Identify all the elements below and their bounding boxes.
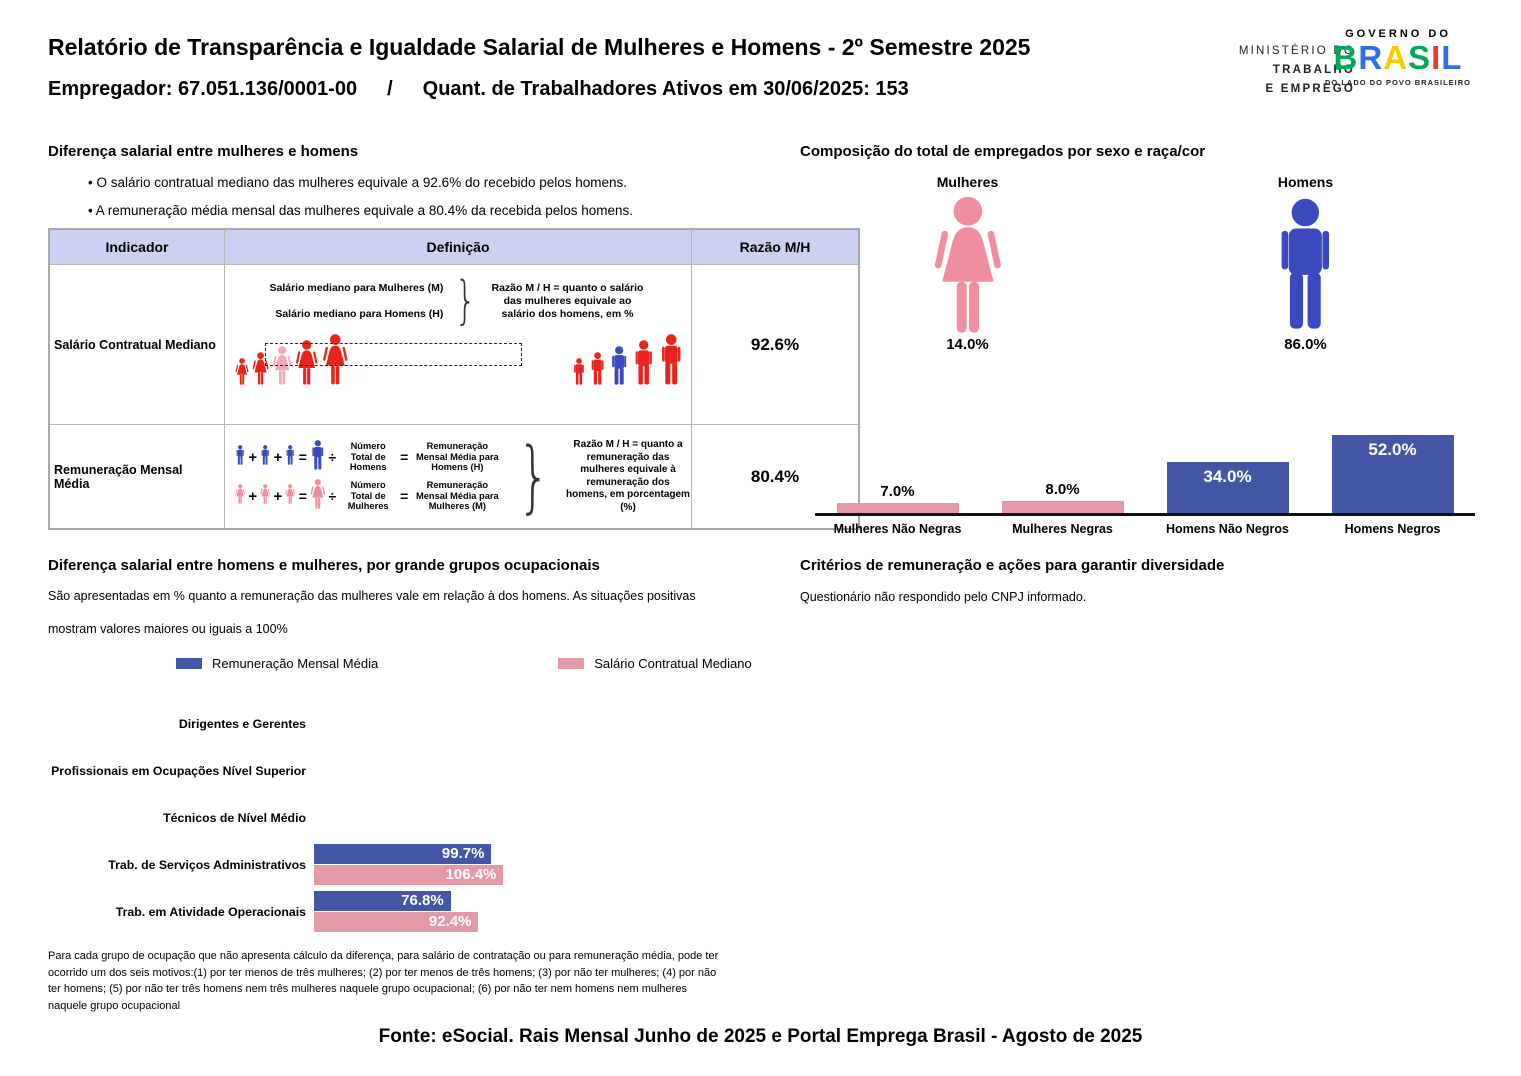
mean-formula (225, 425, 691, 528)
occupational-subtext-1: São apresentadas em % quanto a remuneração das mulheres vale em relação à dos homens. As situações positivas (48, 589, 696, 603)
category-label: Homens Negros (1344, 522, 1441, 536)
total-label: Número Total de Homens (349, 441, 387, 473)
brasil-letter: I (1431, 39, 1442, 76)
female-percentage: 14.0% (946, 336, 989, 353)
man-icon (235, 445, 245, 470)
employer-line (48, 78, 909, 101)
brasil-letter: B (1333, 39, 1359, 76)
page-title: Relatório de Transparência e Igualdade Salarial de Mulheres e Homens - 2º Semestre 2025 (48, 34, 1031, 60)
mean-ratio-note: Razão M / H = quanto a remuneração das mulheres equivale à remuneração dos homens, em porcentagem (%) (566, 439, 690, 513)
brasil-letter: S (1408, 39, 1432, 76)
median-formula-lines (270, 275, 444, 327)
men-equation-row (235, 440, 503, 475)
bar (1167, 462, 1289, 513)
median-dashed-box (265, 343, 522, 366)
occupation-row (48, 841, 608, 888)
bar-slot (1310, 435, 1475, 513)
total-label: Número Total de Mulheres (347, 480, 389, 512)
occupation-bars (314, 891, 608, 933)
man-icon (658, 334, 685, 390)
woman-icon (260, 484, 270, 509)
bar-slot (815, 483, 980, 514)
legend-label: Remuneração Mensal Média (212, 656, 379, 671)
man-icon (285, 445, 295, 470)
occupation-label: Trab. de Serviços Administrativos (108, 857, 306, 872)
median-formula (225, 271, 691, 331)
bar: 92.4% (314, 912, 478, 932)
footnote: Para cada grupo de ocupação que não apresenta cálculo da diferença, para salário de contratação ou para remuneração média, pode ter ocorrido um dos seis motivos:(1) por ter menos de três mulheres; (2) por ter menos de três homens; (3) por não ter mulheres; (4) por não ter homens; (5) por não ter três homens nem três mulheres naquele grupo ocupacional; (6) por não ter nem homens nem mulheres naquele grupo ocupacional (48, 950, 719, 1012)
table-row (49, 265, 859, 425)
brasil-letter: A (1383, 39, 1409, 76)
employer-id: Empregador: 67.051.136/0001-00 (48, 78, 358, 100)
category-label: Homens Não Negros (1166, 522, 1289, 536)
woman-icon (235, 484, 245, 509)
indicator-name: Salário Contratual Mediano (49, 265, 225, 425)
remuneration-label: Remuneração Mensal Média para Mulheres (M) (416, 480, 499, 512)
bar-value-label: 7.0% (880, 482, 915, 500)
woman-icon (235, 358, 249, 390)
occupation-row (48, 700, 608, 747)
equals-sign: = (400, 449, 409, 465)
woman-icon (285, 484, 295, 509)
man-icon (260, 445, 270, 470)
salary-diff-heading: Diferença salarial entre mulheres e homens (48, 143, 359, 160)
brasil-logo-word (1322, 40, 1474, 76)
plus-sign: + (248, 448, 258, 466)
gov-logo-top-text: GOVERNO DO (1345, 28, 1451, 40)
composition-category-labels (815, 522, 1475, 536)
active-workers: Quant. de Trabalhadores Ativos em 30/06/2025: 153 (422, 78, 909, 100)
brace-icon: } (455, 271, 477, 331)
source-footer: Fonte: eSocial. Rais Mensal Junho de 2025 e Portal Emprega Brasil - Agosto de 2025 (378, 1026, 1143, 1047)
woman-icon (310, 479, 326, 514)
salary-diff-bullet-1: • O salário contratual mediano das mulheres equivale a 92.6% do recebido pelos homens. (88, 175, 627, 190)
bar-value-label: 34.0% (1203, 467, 1252, 486)
composition-heading: Composição do total de empregados por sexo e raça/cor (800, 143, 1206, 160)
gov-logo-tagline: DO LADO DO POVO BRASILEIRO (1324, 78, 1471, 87)
equals-sign: = (298, 488, 307, 504)
chart-legend (176, 656, 752, 671)
brasil-letter: L (1441, 39, 1463, 76)
women-equation-row (235, 479, 503, 514)
men-icons-group (572, 334, 685, 390)
occupation-label: Dirigentes e Gerentes (178, 716, 306, 731)
occupational-subtext-2: mostram valores maiores ou iguais a 100% (48, 622, 288, 636)
ratio-value: 92.6% (692, 265, 860, 425)
occupational-heading: Diferença salarial entre homens e mulheres, por grande grupos ocupacionais (48, 557, 600, 574)
category-label: Mulheres Não Negras (833, 522, 962, 536)
definition-diagram-mean (225, 425, 692, 530)
occupation-row (48, 747, 608, 794)
plus-sign: + (248, 487, 258, 505)
man-icon (1238, 198, 1373, 330)
divide-sign: ÷ (328, 449, 337, 465)
ministry-line-3: E EMPREGO (1265, 83, 1355, 95)
occupational-bar-chart (48, 700, 608, 935)
median-ratio-note: Razão M / H = quanto o salário das mulheres equivale ao salário dos homens, em % (491, 281, 644, 320)
median-women-line: Salário mediano para Mulheres (M) (269, 282, 444, 294)
definition-diagram-median (225, 265, 692, 425)
man-icon (589, 352, 606, 390)
occupation-row (48, 888, 608, 935)
col-header-razao: Razão M/H (692, 229, 860, 265)
ministry-line-2: TRABALHO (1272, 64, 1355, 76)
criteria-heading: Critérios de remuneração e ações para garantir diversidade (800, 557, 1225, 574)
equals-sign: = (400, 488, 409, 504)
bar-value-label: 8.0% (1045, 481, 1080, 498)
woman-icon (900, 196, 1035, 334)
chart-baseline (815, 513, 1475, 516)
bar: 99.7% (314, 844, 491, 864)
brasil-letter: R (1358, 39, 1384, 76)
mean-equations (235, 436, 503, 518)
category-label: Mulheres Negras (1012, 522, 1113, 536)
divide-sign: ÷ (328, 488, 337, 504)
col-header-indicador: Indicador (49, 229, 225, 265)
ratio-value: 80.4% (692, 425, 860, 530)
composition-bars (815, 418, 1475, 513)
criteria-text: Questionário não respondido pelo CNPJ informado. (800, 590, 1087, 604)
median-men-line: Salário mediano para Homens (H) (275, 308, 444, 320)
bar-slot (1145, 462, 1310, 513)
man-icon (572, 358, 586, 390)
table-header-row (49, 229, 859, 265)
governo-do-brasil-logo (1322, 28, 1474, 87)
legend-swatch-blue (176, 658, 202, 669)
legend-label: Salário Contratual Mediano (594, 656, 752, 671)
bar (1332, 435, 1454, 513)
col-header-definicao: Definição (225, 229, 692, 265)
occupation-label: Trab. em Atividade Operacionais (115, 904, 306, 919)
legend-swatch-pink (558, 658, 584, 669)
occupation-label: Profissionais em Ocupações Nível Superior (51, 763, 306, 778)
male-percentage: 86.0% (1284, 336, 1327, 353)
bar-slot (980, 481, 1145, 513)
man-icon (310, 440, 326, 475)
occupation-bars (314, 844, 608, 886)
occupation-label: Técnicos de Nível Médio (163, 810, 306, 825)
remuneration-label: Remuneração Mensal Média para Homens (H) (416, 441, 499, 473)
table-row (49, 425, 859, 530)
man-icon (609, 346, 629, 390)
salary-diff-bullet-2: • A remuneração média mensal das mulheres equivale a 80.4% da recebida pelos homens. (88, 203, 633, 218)
bar (837, 503, 959, 514)
bar-value-label: 52.0% (1368, 440, 1417, 459)
composition-bar-chart (815, 418, 1475, 536)
brace-icon: } (518, 431, 551, 522)
bar: 106.4% (314, 865, 503, 885)
occupation-row (48, 794, 608, 841)
indicator-table (48, 228, 860, 530)
bar: 76.8% (314, 891, 451, 911)
man-icon (632, 340, 655, 390)
ministry-line-1: MINISTÉRIO DO (1238, 45, 1355, 57)
plus-sign: + (273, 448, 283, 466)
female-label: Mulheres (936, 174, 999, 190)
indicator-name: Remuneração Mensal Média (49, 425, 225, 530)
separator: / (387, 78, 393, 100)
equals-sign: = (298, 449, 307, 465)
bar (1002, 501, 1124, 513)
male-label: Homens (1277, 174, 1334, 190)
plus-sign: + (273, 487, 283, 505)
